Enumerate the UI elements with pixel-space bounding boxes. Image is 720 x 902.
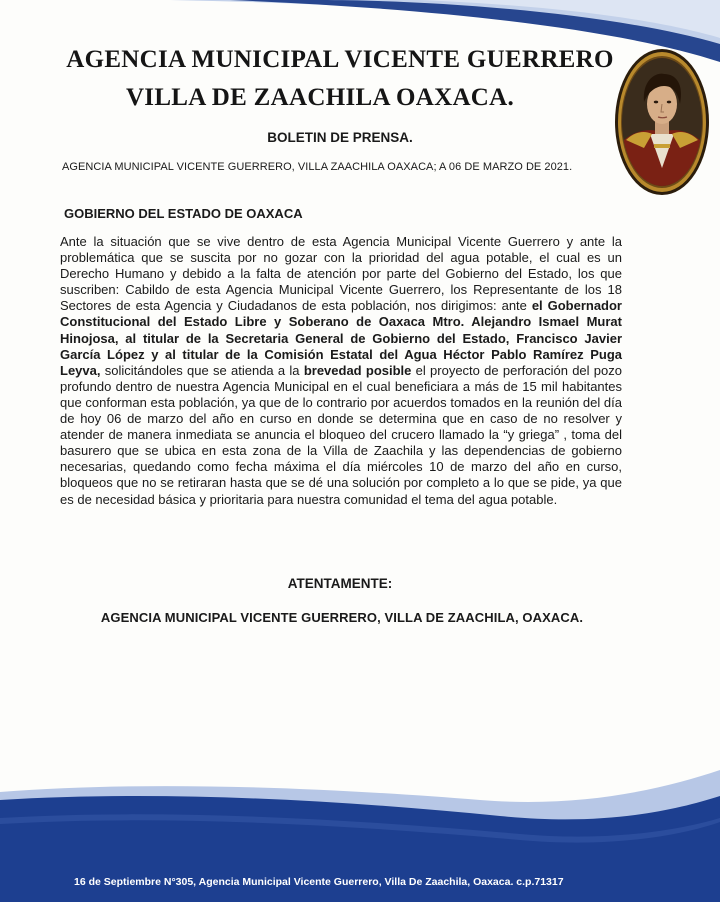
dateline: AGENCIA MUNICIPAL VICENTE GUERRERO, VILLA ZAACHILA OAXACA; A 06 DE MARZO DE 2021. [62,161,573,173]
agency-location-title: VILLA DE ZAACHILA OAXACA. [125,84,515,111]
closing: ATENTAMENTE: [287,576,393,591]
signature: AGENCIA MUNICIPAL VICENTE GUERRERO, VILLA DE ZAACHILA, OAXACA. [100,610,584,625]
addressee: GOBIERNO DEL ESTADO DE OAXACA [64,206,303,221]
body-bold-urgency: brevedad posible [303,362,412,378]
portrait-icon [614,48,710,196]
body-text-request: solicitándoles que se atienda a la [100,362,304,378]
body-paragraph [60,234,622,508]
body-bold-recipients: el Gobernador Constitucional del Estado Libre y Soberano de Oaxaca Mtro. Alejandro Ismael Murat Hinojosa, al titular de la Secretaria General de Gobierno del Estado, Francisco Javier García López y al titular de la Comisión Estatal del Agua Héctor Pablo Ramírez Puga Leyva, [60,298,622,378]
body-text-intro: Ante la situación que se vive dentro de esta Agencia Municipal Vicente Guerrero y ante la problemática que se suscita por no gozar con la prioridad del agua potable, el cual es un Derecho Humano y debido a la falta de atención por parte del Gobierno del Estado, los que suscriben: Cabildo de esta Agencia Municipal Vicente Guerrero, los Representante de los 18 Sectores de esta Agencia y Ciudadanos de esta población, nos dirigimos: ante [60,234,622,314]
agency-title: AGENCIA MUNICIPAL VICENTE GUERRERO [66,46,614,73]
document-type: BOLETIN DE PRENSA. [267,130,413,145]
footer-address: 16 de Septiembre N°305, Agencia Municipal Vicente Guerrero, Villa De Zaachila, Oaxaca. c.p.71317 [74,876,564,888]
body-text-details: el proyecto de perforación del pozo profundo dentro de nuestra Agencia Municipal en el cual beneficiara a más de 15 mil habitantes que conforman esta población, ya que de lo contrario por acuerdos tomados en la reunión del día de hoy 06 de marzo del año en curso en donde se determina que en caso de no resolver y atender de manera inmediata se anuncia el bloqueo del crucero llamado la “y griega” , toma del basurero que se ubica en esta zona de la Villa de Zaachila y las dependencias de gobierno necesarias, quedando como fecha máxima el día miércoles 10 de marzo del año en curso, bloqueos que no se retiraran hasta que se dé una solución por completo a lo que se pide, ya que es de necesidad básica y prioritaria para nuestra comunidad el tema del agua potable. [60,362,623,507]
